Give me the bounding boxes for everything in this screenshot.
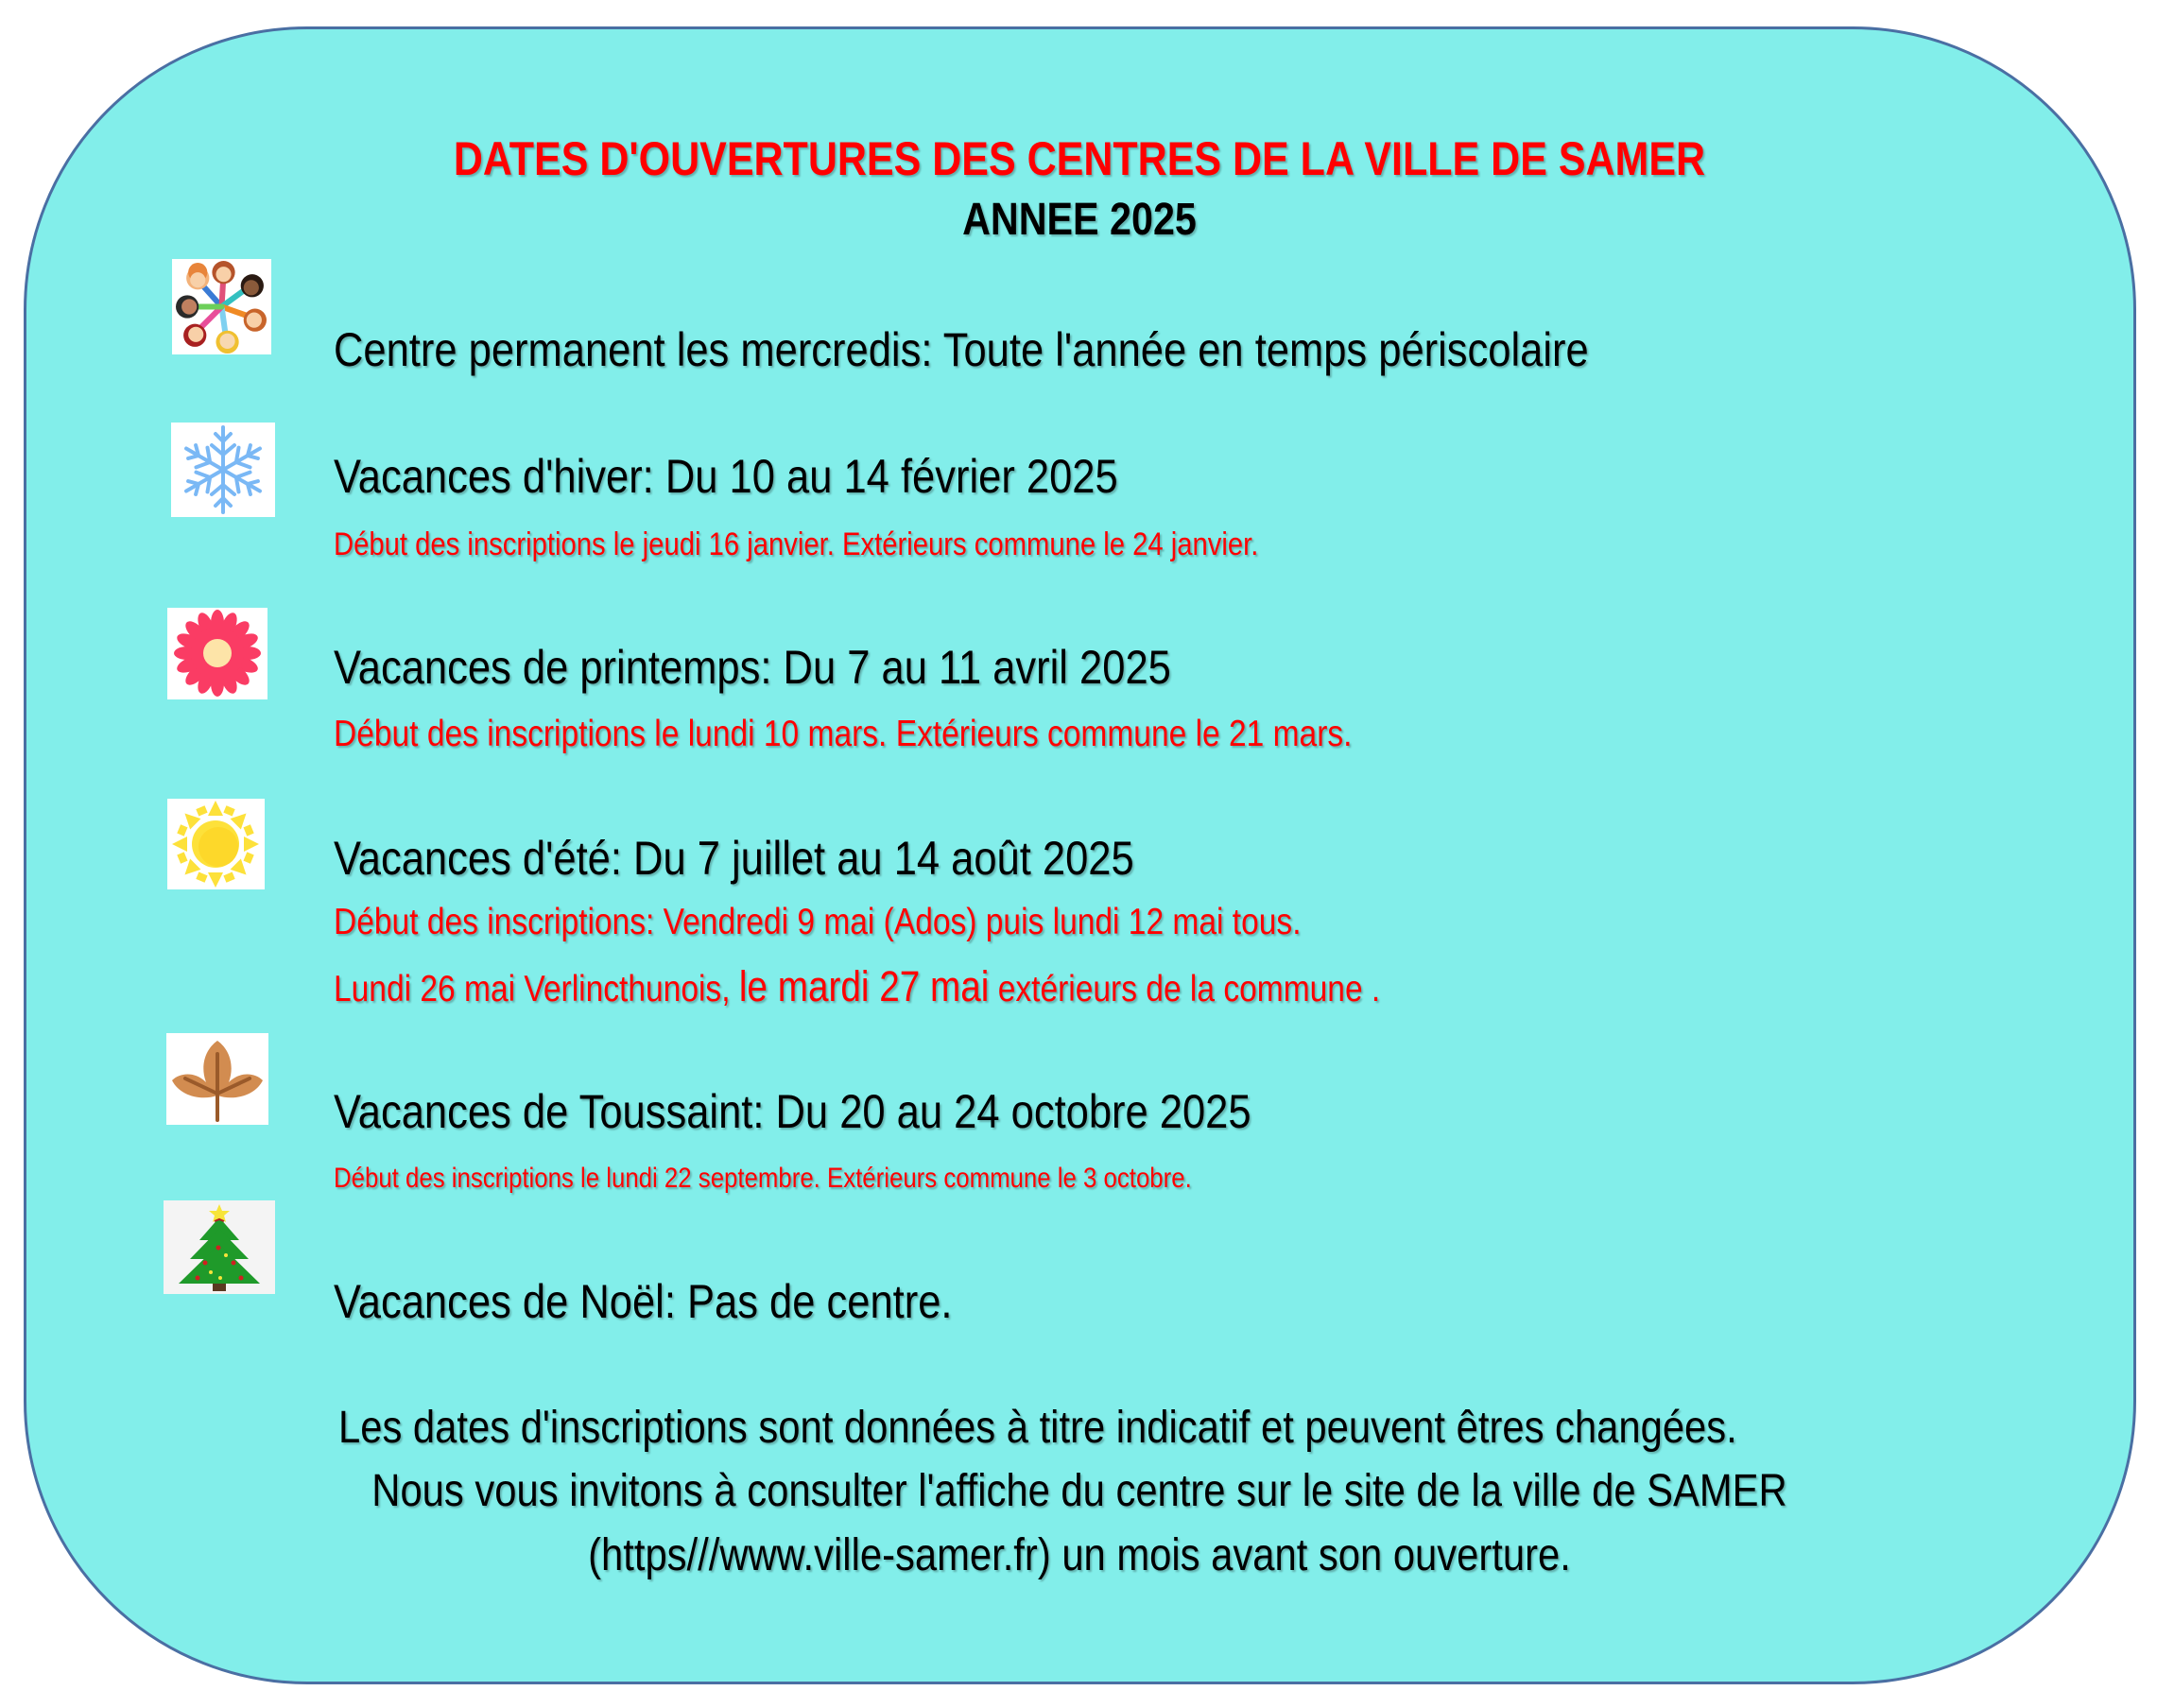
- entry-title-wednesday: Centre permanent les mercredis: Toute l'année en temps périscolaire: [334, 323, 1589, 376]
- footer-invitation: Nous vous invitons à consulter l'affiche du centre sur le site de la ville de SAMER: [371, 1466, 1787, 1516]
- christmas-tree-icon: [164, 1200, 275, 1294]
- entry-note-summer-line2: [334, 962, 1381, 1010]
- summer-note-part3: extérieurs de la commune .: [989, 969, 1381, 1009]
- year-heading: ANNEE 2025: [962, 195, 1197, 245]
- footer-disclaimer: Les dates d'inscriptions sont données à titre indicatif et peuvent êtres changées.: [338, 1403, 1737, 1453]
- entry-note-summer: Début des inscriptions: Vendredi 9 mai (Ados) puis lundi 12 mai tous.: [334, 902, 1302, 942]
- entry-title-spring: Vacances de printemps: Du 7 au 11 avril 2025: [334, 641, 1171, 694]
- sun-icon: [167, 799, 265, 889]
- snowflake-icon: [171, 423, 275, 517]
- entry-note-winter: Début des inscriptions le jeudi 16 janvier. Extérieurs commune le 24 janvier.: [334, 526, 1259, 562]
- summer-note-part1: Lundi 26 mai Verlincthunois,: [334, 969, 739, 1009]
- entry-title-toussaint: Vacances de Toussaint: Du 20 au 24 octobre 2025: [334, 1085, 1251, 1138]
- entry-title-christmas: Vacances de Noël: Pas de centre.: [334, 1275, 953, 1328]
- page-title: DATES D'OUVERTURES DES CENTRES DE LA VILLE DE SAMER: [453, 132, 1706, 185]
- footer-website: (https///www.ville-samer.fr) un mois avant son ouverture.: [588, 1530, 1571, 1580]
- summer-note-emphasis: le mardi 27 mai: [738, 962, 990, 1010]
- entry-note-toussaint: Début des inscriptions le lundi 22 septembre. Extérieurs commune le 3 octobre.: [334, 1163, 1192, 1194]
- autumn-leaf-icon: [166, 1033, 268, 1125]
- entry-title-winter: Vacances d'hiver: Du 10 au 14 février 2025: [334, 450, 1118, 503]
- entry-title-summer: Vacances d'été: Du 7 juillet au 14 août 2025: [334, 832, 1134, 885]
- flower-icon: [167, 608, 267, 699]
- entry-note-spring: Début des inscriptions le lundi 10 mars. Extérieurs commune le 21 mars.: [334, 714, 1353, 754]
- children-circle-icon: [172, 259, 271, 354]
